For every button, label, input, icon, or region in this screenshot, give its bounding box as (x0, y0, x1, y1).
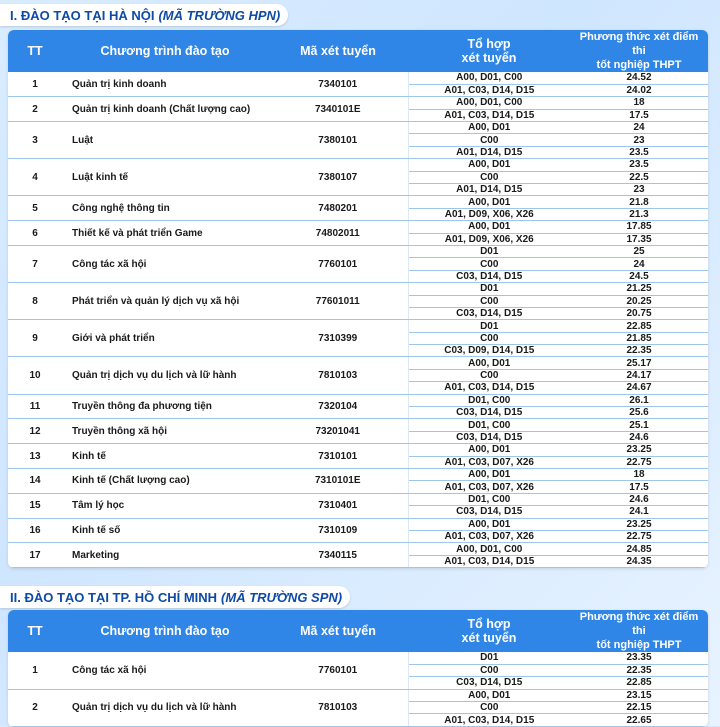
admission-score: 24.85 (570, 543, 708, 555)
admission-score: 22.35 (570, 664, 708, 676)
program-number: 6 (8, 221, 62, 246)
subject-combination: D01, C00 (408, 419, 570, 431)
section-2-title (0, 586, 350, 608)
table-row (8, 221, 708, 233)
admission-score: 24 (570, 258, 708, 270)
admission-score: 25 (570, 245, 708, 257)
program-number: 2 (8, 689, 62, 726)
subject-combination: A01, C03, D14, D15 (408, 84, 570, 96)
admission-score: 22.85 (570, 320, 708, 332)
admission-score: 24.5 (570, 270, 708, 282)
program-number: 7 (8, 245, 62, 282)
admission-score: 21.8 (570, 196, 708, 208)
table-row (8, 652, 708, 664)
program-code: 7480201 (268, 196, 408, 221)
subject-combination: A01, C03, D14, D15 (408, 382, 570, 394)
admission-score: 24.02 (570, 84, 708, 96)
program-name: Công nghệ thông tin (62, 196, 268, 221)
program-number: 11 (8, 394, 62, 419)
program-number: 9 (8, 320, 62, 357)
header-code: Mã xét tuyển (268, 30, 408, 72)
program-name: Truyền thông đa phương tiện (62, 394, 268, 419)
program-name: Quản trị dịch vụ du lịch và lữ hành (62, 357, 268, 394)
admission-score: 23.5 (570, 159, 708, 171)
admission-score: 24.6 (570, 431, 708, 443)
subject-combination: D01 (408, 652, 570, 664)
admission-score: 25.17 (570, 357, 708, 369)
admission-score: 25.1 (570, 419, 708, 431)
hanoi-table-body (8, 72, 708, 568)
admission-score: 22.5 (570, 171, 708, 183)
header-method (570, 610, 708, 652)
program-code: 7340101 (268, 72, 408, 97)
program-code: 7810103 (268, 357, 408, 394)
program-number: 12 (8, 419, 62, 444)
program-name: Phát triển và quản lý dịch vụ xã hội (62, 283, 268, 320)
program-code: 7310401 (268, 493, 408, 518)
program-number: 1 (8, 652, 62, 689)
subject-combination: C03, D14, D15 (408, 407, 570, 419)
program-number: 15 (8, 493, 62, 518)
admission-score: 18 (570, 97, 708, 109)
program-code: 7760101 (268, 245, 408, 282)
subject-combination: A00, D01 (408, 221, 570, 233)
header-program: Chương trình đào tạo (62, 610, 268, 652)
program-code: 7320104 (268, 394, 408, 419)
header-method-line2: tốt nghiệp THPT (596, 639, 682, 651)
program-number: 3 (8, 122, 62, 159)
subject-combination: A00, D01 (408, 196, 570, 208)
program-number: 14 (8, 469, 62, 494)
subject-combination: A00, D01 (408, 444, 570, 456)
header-method (570, 30, 708, 72)
admission-score: 24.1 (570, 506, 708, 518)
admission-score: 18 (570, 469, 708, 481)
subject-combination: C03, D09, D14, D15 (408, 345, 570, 357)
admission-score: 17.85 (570, 221, 708, 233)
program-code: 7380101 (268, 122, 408, 159)
header-method-line2: tốt nghiệp THPT (596, 59, 682, 71)
program-name: Truyền thông xã hội (62, 419, 268, 444)
program-name: Marketing (62, 543, 268, 568)
subject-combination: C03, D14, D15 (408, 506, 570, 518)
admission-score: 20.75 (570, 307, 708, 319)
subject-combination: A01, C03, D14, D15 (408, 109, 570, 121)
subject-combination: A01, D14, D15 (408, 146, 570, 158)
subject-combination: A00, D01 (408, 469, 570, 481)
program-code: 73201041 (268, 419, 408, 444)
program-code: 7810103 (268, 689, 408, 726)
subject-combination: A00, D01, C00 (408, 72, 570, 84)
table-row (8, 320, 708, 332)
subject-combination: C03, D14, D15 (408, 307, 570, 319)
program-number: 13 (8, 444, 62, 469)
header-method-line1: Phương thức xét điểm thi (579, 31, 699, 57)
admission-score: 24.6 (570, 493, 708, 505)
table-row (8, 444, 708, 456)
subject-combination: C03, D14, D15 (408, 431, 570, 443)
program-code: 7310109 (268, 518, 408, 543)
admission-score: 21.85 (570, 332, 708, 344)
program-code: 77601011 (268, 283, 408, 320)
table-row (8, 493, 708, 505)
subject-combination: C03, D14, D15 (408, 677, 570, 689)
subject-combination: A00, D01 (408, 357, 570, 369)
subject-combination: C00 (408, 258, 570, 270)
subject-combination: C00 (408, 134, 570, 146)
header-code: Mã xét tuyển (268, 610, 408, 652)
subject-combination: A01, C03, D14, D15 (408, 714, 570, 726)
program-name: Quản trị dịch vụ du lịch và lữ hành (62, 689, 268, 726)
admission-score: 25.6 (570, 407, 708, 419)
admission-score: 23.5 (570, 146, 708, 158)
section-1-title-prefix: I. ĐÀO TẠO TẠI HÀ NỘI (10, 7, 155, 23)
program-name: Kinh tế (62, 444, 268, 469)
table-row (8, 283, 708, 295)
subject-combination: C00 (408, 171, 570, 183)
admission-score: 22.15 (570, 702, 708, 714)
program-name: Thiết kế và phát triển Game (62, 221, 268, 246)
table-row (8, 689, 708, 701)
hcm-table-panel (8, 610, 708, 727)
subject-combination: A00, D01 (408, 159, 570, 171)
program-number: 2 (8, 97, 62, 122)
table-row (8, 357, 708, 369)
header-combo (408, 30, 570, 72)
header-tt: TT (8, 610, 62, 652)
subject-combination: A01, C03, D07, X26 (408, 481, 570, 493)
program-number: 16 (8, 518, 62, 543)
table-row (8, 122, 708, 134)
section-2-title-prefix: II. ĐÀO TẠO TẠI TP. HỒ CHÍ MINH (10, 589, 218, 605)
section-1-title (0, 4, 288, 26)
subject-combination: A00, D01, C00 (408, 543, 570, 555)
admission-score: 23.15 (570, 689, 708, 701)
subject-combination: D01 (408, 245, 570, 257)
subject-combination: A00, D01 (408, 122, 570, 134)
table-header-row (8, 610, 708, 652)
subject-combination: D01 (408, 283, 570, 295)
program-number: 1 (8, 72, 62, 97)
program-code: 7340115 (268, 543, 408, 568)
admission-score: 22.35 (570, 345, 708, 357)
admission-score: 22.75 (570, 456, 708, 468)
admission-score: 17.5 (570, 109, 708, 121)
header-tt: TT (8, 30, 62, 72)
hcm-table-body (8, 652, 708, 726)
table-row (8, 72, 708, 84)
admission-score: 17.35 (570, 233, 708, 245)
admission-score: 26.1 (570, 394, 708, 406)
subject-combination: D01, C00 (408, 394, 570, 406)
hanoi-table-panel (8, 30, 708, 568)
admission-score: 22.65 (570, 714, 708, 726)
admission-score: 20.25 (570, 295, 708, 307)
program-number: 8 (8, 283, 62, 320)
program-number: 5 (8, 196, 62, 221)
subject-combination: C00 (408, 295, 570, 307)
subject-combination: A01, C03, D14, D15 (408, 555, 570, 567)
subject-combination: A00, D01 (408, 518, 570, 530)
section-2-title-school-code: (MÃ TRƯỜNG SPN) (221, 589, 343, 605)
subject-combination: C00 (408, 702, 570, 714)
program-code: 7380107 (268, 159, 408, 196)
table-row (8, 394, 708, 406)
header-program: Chương trình đào tạo (62, 30, 268, 72)
table-header-row (8, 30, 708, 72)
admission-score: 17.5 (570, 481, 708, 493)
admission-score: 23 (570, 134, 708, 146)
program-name: Luật (62, 122, 268, 159)
hanoi-admission-table (8, 30, 708, 568)
admission-score: 21.3 (570, 208, 708, 220)
admission-score: 23 (570, 184, 708, 196)
subject-combination: A00, D01, C00 (408, 97, 570, 109)
program-code: 7310101E (268, 469, 408, 494)
table-row (8, 245, 708, 257)
admission-score: 24.17 (570, 369, 708, 381)
admission-score: 23.35 (570, 652, 708, 664)
subject-combination: A01, D09, X06, X26 (408, 233, 570, 245)
admission-score: 24 (570, 122, 708, 134)
subject-combination: A01, D09, X06, X26 (408, 208, 570, 220)
program-code: 7760101 (268, 652, 408, 689)
table-row (8, 196, 708, 208)
program-code: 7310101 (268, 444, 408, 469)
table-row (8, 419, 708, 431)
header-method-line1: Phương thức xét điểm thi (579, 611, 699, 637)
subject-combination: C03, D14, D15 (408, 270, 570, 282)
subject-combination: C00 (408, 664, 570, 676)
section-1-title-school-code: (MÃ TRƯỜNG HPN) (158, 7, 281, 23)
program-code: 7310399 (268, 320, 408, 357)
program-number: 17 (8, 543, 62, 568)
program-number: 4 (8, 159, 62, 196)
program-number: 10 (8, 357, 62, 394)
admission-score: 24.52 (570, 72, 708, 84)
hcm-admission-table (8, 610, 708, 727)
program-name: Giới và phát triển (62, 320, 268, 357)
program-name: Quản trị kinh doanh (62, 72, 268, 97)
program-code: 7340101E (268, 97, 408, 122)
program-name: Quản trị kinh doanh (Chất lượng cao) (62, 97, 268, 122)
header-combo (408, 610, 570, 652)
table-row (8, 469, 708, 481)
subject-combination: A01, C03, D07, X26 (408, 530, 570, 542)
subject-combination: C00 (408, 369, 570, 381)
subject-combination: A00, D01 (408, 689, 570, 701)
admission-score: 24.67 (570, 382, 708, 394)
program-name: Luật kinh tế (62, 159, 268, 196)
program-name: Kinh tế (Chất lượng cao) (62, 469, 268, 494)
table-row (8, 518, 708, 530)
admission-score: 23.25 (570, 444, 708, 456)
program-name: Công tác xã hội (62, 245, 268, 282)
header-combo-line1: Tổ hợp (467, 37, 511, 51)
subject-combination: D01, C00 (408, 493, 570, 505)
admission-score: 22.85 (570, 677, 708, 689)
program-name: Kinh tế số (62, 518, 268, 543)
program-name: Tâm lý học (62, 493, 268, 518)
subject-combination: A01, C03, D07, X26 (408, 456, 570, 468)
subject-combination: A01, D14, D15 (408, 184, 570, 196)
admission-score: 24.35 (570, 555, 708, 567)
subject-combination: C00 (408, 332, 570, 344)
table-row (8, 543, 708, 555)
program-code: 74802011 (268, 221, 408, 246)
subject-combination: D01 (408, 320, 570, 332)
table-row (8, 97, 708, 109)
admission-score: 22.75 (570, 530, 708, 542)
header-combo-line1: Tổ hợp (467, 617, 511, 631)
admission-score: 21.25 (570, 283, 708, 295)
table-row (8, 159, 708, 171)
admission-score: 23.25 (570, 518, 708, 530)
header-combo-line2: xét tuyển (461, 51, 517, 65)
header-combo-line2: xét tuyển (461, 631, 517, 645)
program-name: Công tác xã hội (62, 652, 268, 689)
